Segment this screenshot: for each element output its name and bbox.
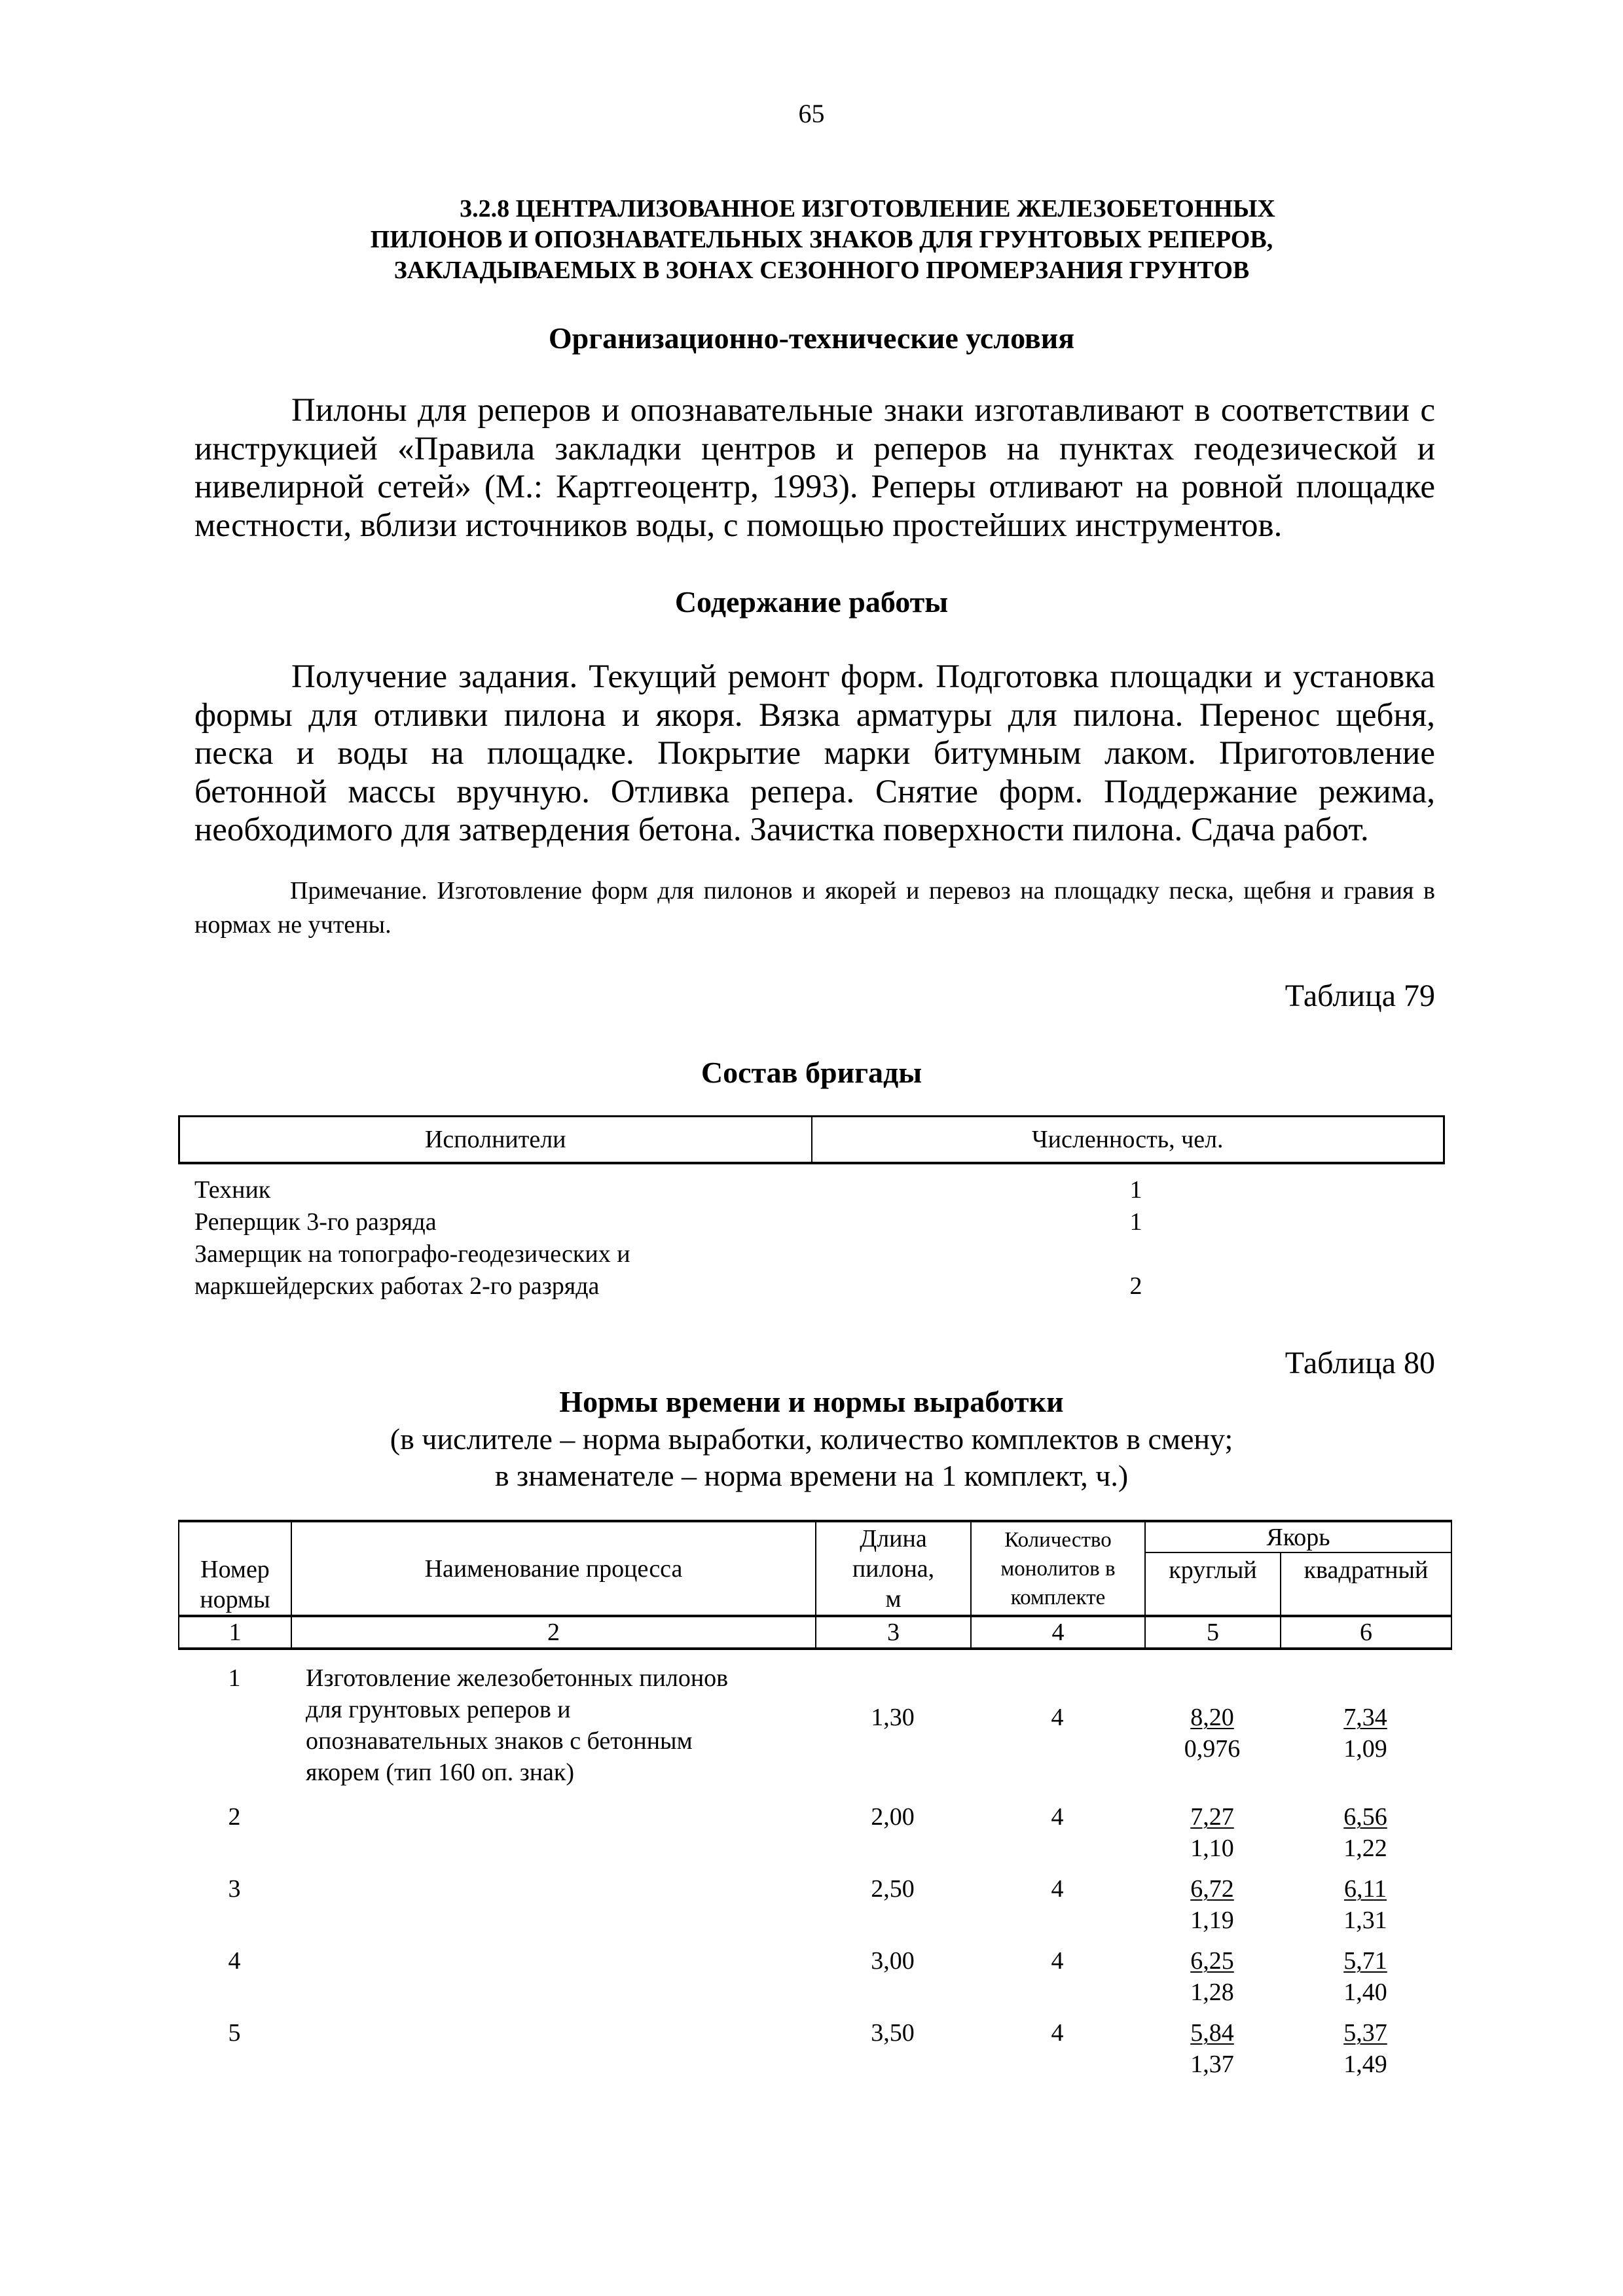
anchor-round-value — [1144, 1945, 1280, 2008]
norm-number: 1 — [228, 1664, 241, 1692]
column-number: 2 — [291, 1616, 816, 1649]
output-norm: 5,37 — [1343, 2019, 1387, 2047]
performer-cell: Техник — [194, 1176, 271, 1204]
output-norm: 7,27 — [1190, 1803, 1234, 1831]
table-row — [194, 1238, 1445, 1270]
table80-subtitle-line2: в знаменателе – норма времени на 1 комплект, ч.) — [494, 1459, 1129, 1492]
section-heading — [314, 194, 1329, 286]
time-norm: 1,37 — [1190, 2051, 1234, 2078]
norms-table — [178, 1520, 1452, 1650]
performer-cell: Реперщик 3-го разряда — [194, 1208, 437, 1236]
pylon-length: 2,50 — [871, 1875, 915, 1903]
time-norm: 1,49 — [1343, 2051, 1387, 2078]
section-heading-line: 3.2.8 ЦЕНТРАЛИЗОВАННОЕ ИЗГОТОВЛЕНИЕ ЖЕЛЕЗОБЕТОННЫХ — [460, 195, 1275, 223]
header-count: Численность, чел. — [811, 1117, 1444, 1162]
table-row — [194, 1270, 1445, 1302]
process-line: Изготовление железобетонных пилонов — [306, 1664, 729, 1692]
brigade-table-header — [178, 1115, 1445, 1164]
header-norm-number — [179, 1521, 291, 1616]
section-heading-line: ПИЛОНОВ И ОПОЗНАВАТЕЛЬНЫХ ЗНАКОВ ДЛЯ ГРУНТОВЫХ РЕПЕРОВ, — [370, 226, 1273, 253]
header-text: нормы — [200, 1586, 270, 1613]
output-norm: 6,11 — [1343, 1875, 1387, 1903]
norm-number: 5 — [228, 2019, 241, 2047]
header-pylon-length — [816, 1521, 971, 1616]
process-line: опознавательных знаков с бетонным — [306, 1727, 693, 1755]
monolith-qty: 4 — [1051, 1875, 1064, 1903]
header-process-name: Наименование процесса — [291, 1521, 816, 1616]
brigade-table-body — [194, 1174, 1445, 1302]
anchor-square-value — [1280, 1801, 1451, 1864]
table-row — [194, 1174, 1445, 1206]
time-norm: 0,976 — [1184, 1735, 1241, 1763]
conditions-title: Организационно-технические условия — [548, 321, 1075, 355]
count-cell: 1 — [1129, 1208, 1142, 1236]
anchor-square-value — [1280, 1702, 1451, 1765]
time-norm: 1,28 — [1190, 1979, 1234, 2006]
table80-label: Таблица 80 — [1285, 1346, 1435, 1380]
process-name — [306, 1662, 816, 1788]
header-anchor-round: круглый — [1145, 1552, 1281, 1616]
output-norm: 5,71 — [1343, 1947, 1387, 1975]
header-text: монолитов в — [1000, 1556, 1116, 1581]
work-content-title: Содержание работы — [674, 585, 949, 619]
process-line: якорем (тип 160 оп. знак) — [306, 1759, 575, 1786]
performer-cell: Замерщик на топографо-геодезических и — [194, 1240, 630, 1268]
time-norm: 1,31 — [1343, 1907, 1387, 1934]
output-norm: 7,34 — [1343, 1704, 1387, 1731]
table79-title: Состав бригады — [701, 1056, 922, 1089]
time-norm: 1,09 — [1343, 1735, 1387, 1763]
time-norm: 1,19 — [1190, 1907, 1234, 1934]
header-text: пилона, — [852, 1554, 935, 1583]
monolith-qty: 4 — [1051, 1947, 1064, 1975]
process-line: для грунтовых реперов и — [306, 1696, 571, 1723]
output-norm: 5,84 — [1190, 2019, 1234, 2047]
output-norm: 6,72 — [1190, 1875, 1234, 1903]
column-number: 5 — [1145, 1616, 1281, 1649]
header-text: комплекте — [1010, 1585, 1106, 1609]
performer-cell: маркшейдерских работах 2-го разряда — [194, 1272, 600, 1300]
work-content-paragraph: Получение задания. Текущий ремонт форм. Подготовка площадки и установка формы для отливки пилона и якоря. Вязка арматуры для пилона. Перенос щебня, песка и воды на площадке. Покрытие марки битумным лаком. Приготовление бетонной массы вручную. Отливка репера. Снятие форм. Поддержание режима, необходимого для затвердения бетона. Зачистка поверхности пилона. Сдача работ. — [194, 658, 1435, 848]
count-cell: 1 — [1129, 1176, 1142, 1204]
column-number: 1 — [179, 1616, 291, 1649]
pylon-length: 1,30 — [871, 1704, 915, 1731]
note-paragraph: Примечание. Изготовление форм для пилонов и якорей и перевоз на площадку песка, щебня и гравия в нормах не учтены. — [194, 877, 1435, 939]
anchor-round-value — [1144, 1801, 1280, 1864]
monolith-qty: 4 — [1051, 2019, 1064, 2047]
monolith-qty: 4 — [1051, 1803, 1064, 1831]
time-norm: 1,10 — [1190, 1835, 1234, 1862]
pylon-length: 3,50 — [871, 2019, 915, 2047]
output-norm: 8,20 — [1190, 1704, 1234, 1731]
brigade-table — [178, 1115, 1445, 1300]
pylon-length: 3,00 — [871, 1947, 915, 1975]
section-heading-line: ЗАКЛАДЫВАЕМЫХ В ЗОНАХ СЕЗОННОГО ПРОМЕРЗАНИЯ ГРУНТОВ — [393, 257, 1250, 284]
norm-number: 2 — [228, 1803, 241, 1831]
output-norm: 6,56 — [1343, 1803, 1387, 1831]
column-number: 6 — [1281, 1616, 1451, 1649]
column-number: 3 — [816, 1616, 971, 1649]
anchor-round-value — [1144, 2017, 1280, 2080]
header-monolith-qty — [971, 1521, 1145, 1616]
column-number-row — [179, 1616, 1451, 1649]
anchor-round-value — [1144, 1873, 1280, 1936]
table80-title: Нормы времени и нормы выработки — [559, 1385, 1064, 1418]
anchor-square-value — [1280, 1873, 1451, 1936]
header-text: Длина — [860, 1524, 927, 1552]
anchor-square-value — [1280, 1945, 1451, 2008]
header-anchor: Якорь — [1145, 1521, 1451, 1552]
header-text: Количество — [1004, 1528, 1112, 1552]
table-row — [194, 1206, 1445, 1238]
monolith-qty: 4 — [1051, 1704, 1064, 1731]
table79-label: Таблица 79 — [1285, 978, 1435, 1013]
norm-number: 3 — [228, 1875, 241, 1903]
page-number: 65 — [798, 99, 825, 128]
output-norm: 6,25 — [1190, 1947, 1234, 1975]
header-text: Номер — [200, 1556, 270, 1583]
conditions-paragraph: Пилоны для реперов и опознавательные знаки изготавливают в соответствии с инструкцией «Правила закладки центров и реперов на пунктах геодезической и нивелирной сетей» (М.: Картгеоцентр, 1993). Реперы отливают на ровной площадке местности, вблизи источников воды, с помощью простейших инструментов. — [194, 392, 1435, 544]
header-performers: Исполнители — [424, 1126, 566, 1153]
pylon-length: 2,00 — [871, 1803, 915, 1831]
header-text: м — [885, 1585, 902, 1613]
anchor-round-value — [1144, 1702, 1280, 1765]
time-norm: 1,22 — [1343, 1835, 1387, 1862]
count-cell: 2 — [1129, 1272, 1142, 1300]
column-number: 4 — [971, 1616, 1145, 1649]
anchor-square-value — [1280, 2017, 1451, 2080]
table80-subtitle-line1: (в числителе – норма выработки, количество комплектов в смену; — [390, 1422, 1233, 1456]
time-norm: 1,40 — [1343, 1979, 1387, 2006]
header-anchor-square: квадратный — [1281, 1552, 1451, 1616]
norm-number: 4 — [228, 1947, 241, 1975]
